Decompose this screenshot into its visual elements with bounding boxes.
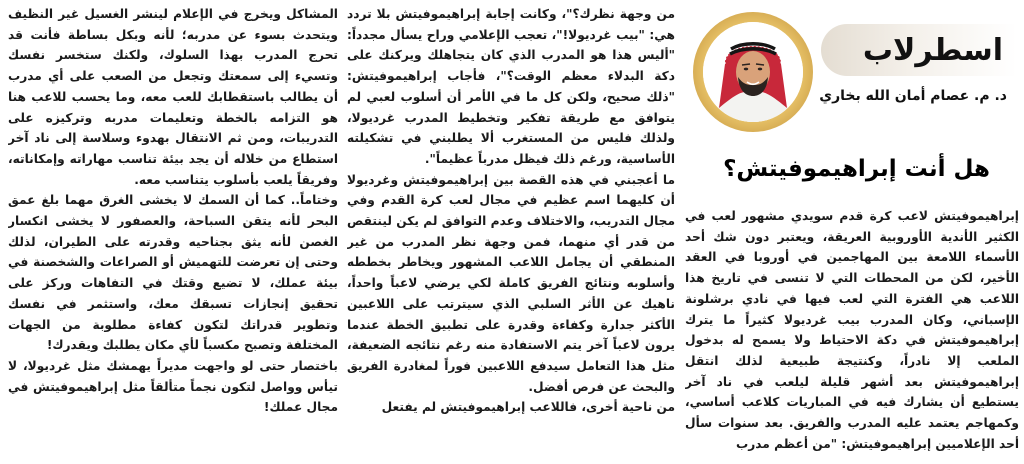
author-name: د. م. عصام أمان الله بخاري: [819, 88, 1007, 104]
paragraph: ما أعجبني في هذه القصة بين إبراهيموفيتش وغرديولا أن كليهما اسم عظيم في مجال لعب كرة القدم وفي مجال التدريب، والاختلاف وعدم التوافق لم يكن لينتقص من قدر أي منهما، فمن وجهة نظر المدرب من غير المنطقي أن يجامل اللاعب المشهور ويخاطر بخططه وأسلوبه ونتائج الفريق كاملة لكي يرضي لاعباً واحداً، ناهيك عن الأثر السلبي الذي سيترتب على اللاعبين الأكثر جدارة وكفاءة وقدرة على تطبيق الخطة عندما يرون لاعباً آخر يتم الاستفادة منه رغم نتائجه الضعيفة، مثل هذا التعامل سيدفع اللاعبين فوراً لمغادرة الفريق والبحث عن فرص أفضل.: [347, 172, 675, 394]
article-column-left: [8, 4, 338, 460]
author-portrait-icon: [703, 22, 803, 122]
column-header: [685, 10, 1019, 138]
author-photo: [703, 22, 803, 122]
paragraph: باختصار حتى لو واجهت مديراً يهمشك مثل غرديولا، لا تيأس وواصل لتكون نجماً متألقاً مثل إبراهيموفيتش في مجال عملك!: [8, 358, 338, 415]
paragraph: من وجهة نظرك؟"، وكانت إجابة إبراهيموفيتش بلا تردد هي: "بيب غرديولا!"، تعجب الإعلامي وراح يسأل مجدداً: "أليس هذا هو المدرب الذي كان يتجاهلك ويركنك على دكة البدلاء معظم الوقت؟"، فأجاب إبراهيموفيتش: "ذلك صحيح، ولكن كل ما في الأمر أن أسلوب لعبي لم يتوافق مع طريقة تفكير وتخطيط المدرب غرديولا، ولذلك فليس من المستغرب ألا يطلبني في تشكيلته الأساسية، ورغم ذلك فيظل مدرباً عظيماً".: [347, 7, 675, 166]
column-title-band: [821, 24, 1017, 76]
paragraph: المشاكل ويخرج في الإعلام لينشر الغسيل غير النظيف ويتحدث بسوء عن مدربه؛ لأنه وبكل بساطة فأنت قد تحرج المدرب بهذا السلوك، ولكنك ستخسر نفسك وتسيء إلى سمعتك وتجعل من الصعب على أي مدرب أن يطالب باستقطابك للعب معه، وما يحسب للاعب هنا هو التزامه بالخطة وتعليمات مدربه وتركيزه على التدريبات، ومن ثم الانتقال بهدوء وسلاسة إلى ناد آخر استطاع من خلاله أن يجد بيئة تناسب مهاراته وإمكاناته، وفريقاً يلعب بأسلوب يتناسب معه.: [8, 7, 338, 187]
article-headline: هل أنت إبراهيموفيتش؟: [723, 156, 990, 182]
paragraph: من ناحية أخرى، فاللاعب إبراهيموفيتش لم يفتعل: [381, 400, 675, 415]
article-column-middle: [347, 4, 675, 460]
author-photo-frame: [693, 12, 813, 132]
article-column-right: [685, 206, 1019, 460]
paragraph: إبراهيموفيتش لاعب كرة قدم سويدي مشهور لعب في الكثير الأندية الأوروبية العريقة، ويعتبر دون شك أحد الأسماء اللامعة بين المهاجمين في أوروبا في العقد الأخير، لكن من المحطات التي لا تنسى في تاريخ هذا اللاعب هي الفترة التي لعب فيها في نادي برشلونة الإسباني، وكان المدرب بيب غرديولا كثيراً ما يترك إبراهيموفيتش في دكة الاحتياط ولا يسمح له بدخول الملعب إلا نادراً، وكنتيجة طبيعية لذلك انتقل إبراهيموفيتش بعد أشهر قليلة ليلعب في ناد آخر يستطيع أن يشارك فيه في المباريات كلاعب أساسي، وكمهاجم يعتمد عليه المدرب والفريق. بعد سنوات سأل أحد الإعلاميين إبراهيموفيتش: "من أعظم مدرب: [685, 209, 1019, 451]
column-title: اسطرلاب: [862, 32, 1003, 68]
paragraph: وختاماً.. كما أن السمك لا يخشى الغرق مهما بلغ عمق البحر لأنه يتقن السباحة، والعصفور لا يخشى انكسار الغصن لأنه يثق بجناحيه وقدرته على الطيران، لذلك وحتى إن تعرضت للتهميش أو الصراعات والشخصنة في بيئة عملك، لا تضيع وقتك في التفاهات وركز على تحقيق إنجازات تسبقك معك، واستثمر في نفسك وتطوير قدراتك لتكون كفاءة مطلوبة من الجهات المختلفة وتصبح مكسباً لأي مكان يطلبك ويقدرك!: [8, 193, 338, 353]
